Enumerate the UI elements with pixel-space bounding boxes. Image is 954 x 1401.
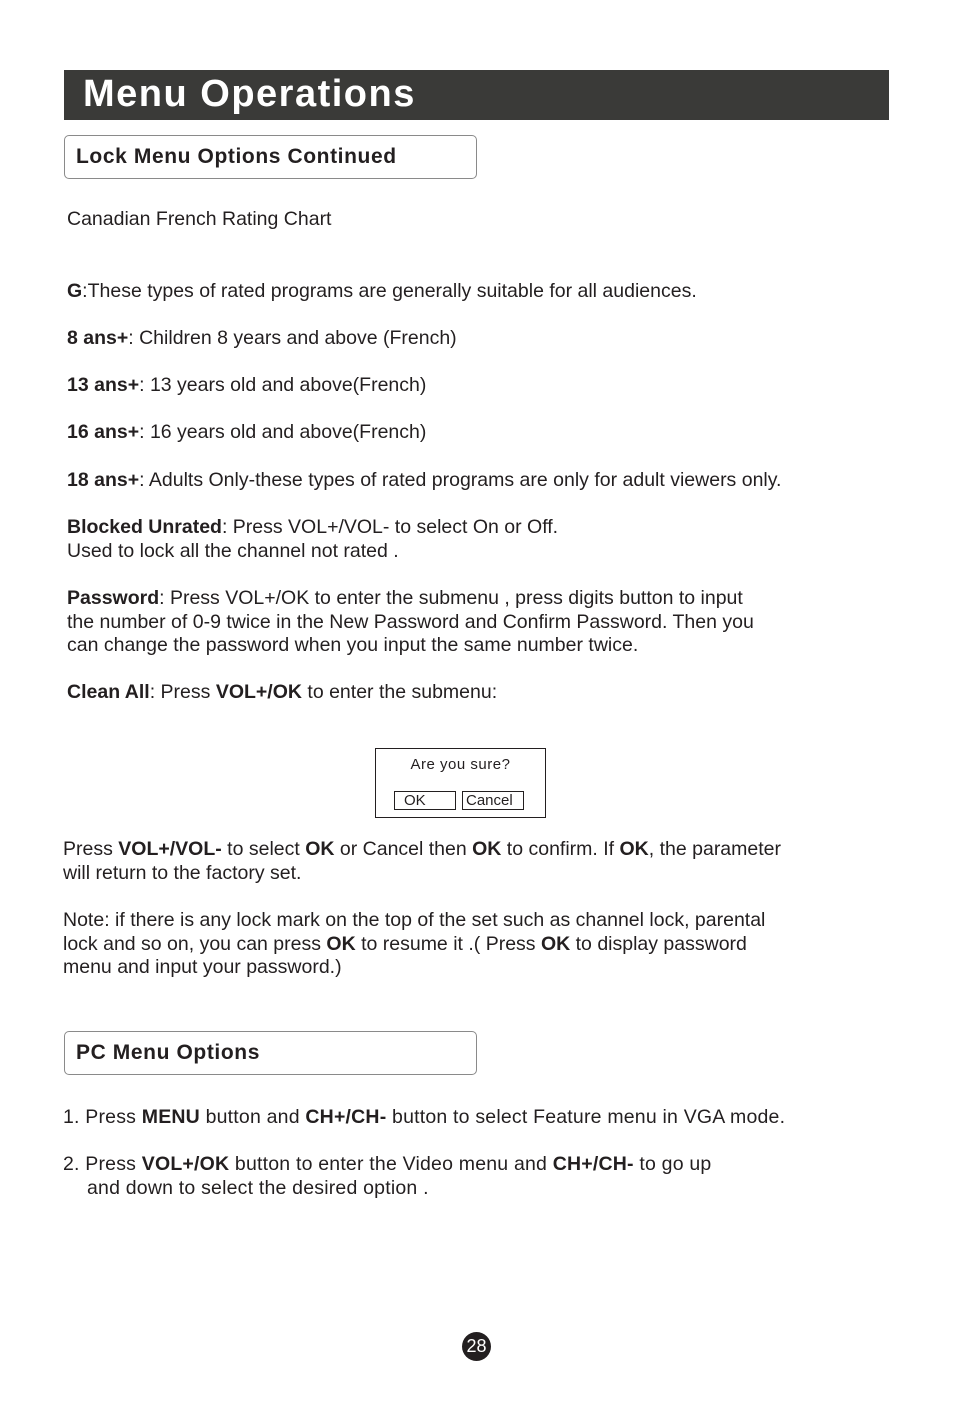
- ok-button[interactable]: OK: [394, 791, 456, 810]
- press-key: VOL+/VOL-: [118, 838, 222, 860]
- dialog-question: Are you sure?: [410, 756, 511, 773]
- step-text: to go up: [633, 1153, 712, 1175]
- password-term: Password: [67, 587, 160, 609]
- rating-term: G: [67, 280, 83, 302]
- press-line2: will return to the factory set.: [63, 861, 302, 884]
- press-instructions: [63, 838, 781, 885]
- clean-all-key: VOL+/OK: [215, 681, 302, 703]
- note-key: OK: [540, 932, 571, 955]
- rating-desc: : Children 8 years and above (French): [128, 327, 457, 349]
- pc-section-title: PC Menu Options: [76, 1041, 260, 1064]
- clean-all-text: : Press: [149, 681, 216, 703]
- confirm-dialog: [375, 748, 546, 818]
- rating-18: [67, 469, 781, 493]
- note-line3: menu and input your password.): [63, 956, 342, 978]
- clean-all-term: Clean All: [67, 681, 150, 703]
- rating-term: 8 ans+: [67, 327, 129, 349]
- step-key: MENU: [141, 1106, 200, 1128]
- rating-term: 18 ans+: [67, 469, 140, 491]
- password-line1: : Press VOL+/OK to enter the submenu , press digits button to input: [159, 587, 743, 609]
- press-key: OK: [619, 838, 649, 860]
- blocked-desc: : Press VOL+/VOL- to select On or Off.: [221, 516, 559, 538]
- rating-13: [67, 374, 426, 398]
- press-key: OK: [305, 838, 335, 860]
- lock-section-title: Lock Menu Options Continued: [76, 145, 397, 168]
- blocked-unrated-para: [67, 516, 558, 563]
- password-line2: the number of 0-9 twice in the New Password and Confirm Password. Then you: [67, 610, 754, 633]
- rating-desc: :These types of rated programs are generally suitable for all audiences.: [82, 280, 697, 302]
- press-text: , the parameter: [648, 838, 781, 860]
- blocked-line2: Used to lock all the channel not rated .: [67, 539, 399, 562]
- step-text: button and: [199, 1106, 306, 1128]
- cancel-button[interactable]: Cancel: [462, 791, 524, 810]
- blocked-term: Blocked Unrated: [67, 516, 222, 538]
- step-line2: and down to select the desired option .: [87, 1176, 429, 1199]
- note-key: OK: [326, 932, 356, 955]
- pc-step-1: [63, 1106, 785, 1130]
- page-number-badge: 28: [462, 1332, 491, 1361]
- rating-16: [67, 421, 426, 445]
- note-text: to resume it .( Press: [355, 932, 541, 955]
- step-text: button to select Feature menu in VGA mode.: [386, 1106, 786, 1128]
- note-text: lock and so on, you can press: [63, 932, 327, 955]
- step-key: CH+/CH-: [305, 1106, 387, 1128]
- press-text: Press: [63, 838, 119, 860]
- note-line1: Note: if there is any lock mark on the top of the set such as channel lock, parental: [63, 909, 766, 931]
- press-key: OK: [472, 838, 502, 860]
- chart-title: Canadian French Rating Chart: [67, 208, 332, 230]
- clean-all-para: [67, 681, 497, 705]
- rating-desc: : 16 years old and above(French): [139, 421, 427, 443]
- pc-step-2: [63, 1153, 711, 1200]
- step-text: button to enter the Video menu and: [229, 1153, 553, 1175]
- section-heading-pc: [64, 1031, 477, 1075]
- rating-g: [67, 280, 697, 304]
- press-text: or Cancel then: [334, 838, 473, 860]
- password-para: [67, 587, 754, 658]
- rating-8: [67, 327, 457, 351]
- rating-desc: : Adults Only-these types of rated programs are only for adult viewers only.: [139, 469, 782, 491]
- step-text: 1. Press: [63, 1106, 142, 1128]
- rating-term: 13 ans+: [67, 374, 140, 396]
- clean-all-text: to enter the submenu:: [301, 681, 498, 703]
- rating-term: 16 ans+: [67, 421, 140, 443]
- press-text: to select: [221, 838, 306, 860]
- note-para: [63, 909, 765, 980]
- step-text: 2. Press: [63, 1153, 142, 1175]
- press-text: to confirm. If: [501, 838, 620, 860]
- rating-desc: : 13 years old and above(French): [139, 374, 427, 396]
- note-text: to display password: [570, 932, 747, 955]
- page-title: Menu Operations: [83, 73, 416, 115]
- section-heading-lock: [64, 135, 477, 179]
- step-key: VOL+/OK: [141, 1153, 230, 1175]
- password-line3: can change the password when you input the same number twice.: [67, 634, 639, 656]
- step-key: CH+/CH-: [552, 1153, 634, 1175]
- header-bar: [64, 70, 889, 120]
